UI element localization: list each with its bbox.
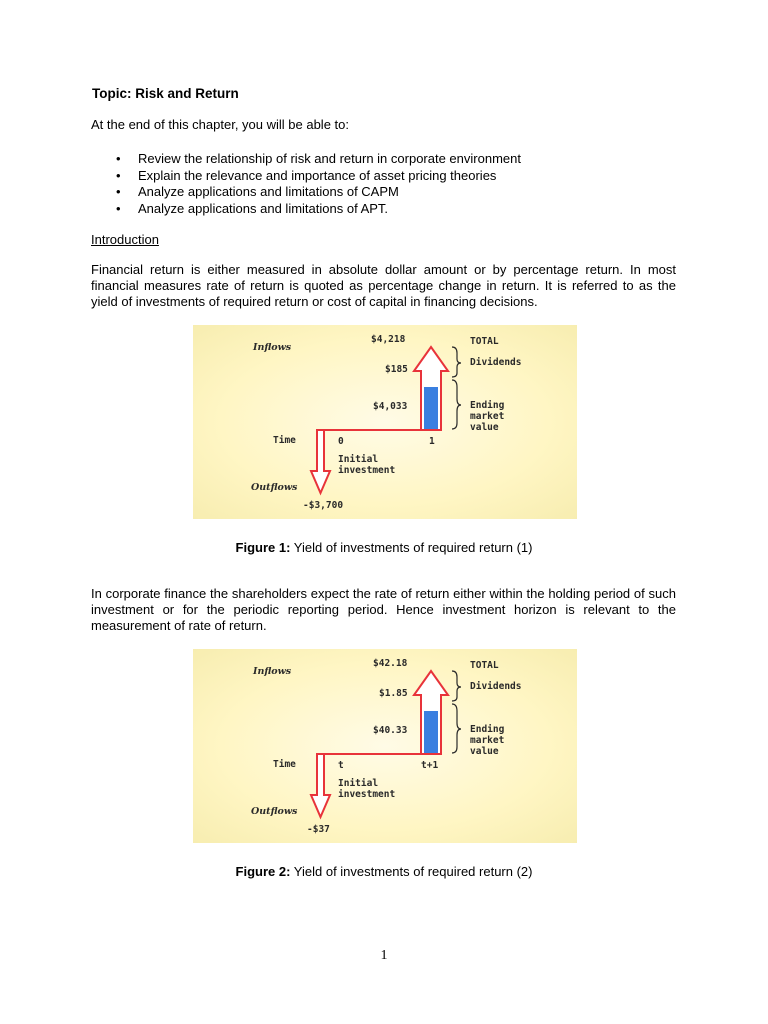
ending-value-bar: [424, 387, 438, 429]
page-title: Topic: Risk and Return: [92, 86, 239, 101]
outflow-value: -$3,700: [303, 500, 344, 511]
ending-brace: [452, 380, 461, 429]
total-value: $4,218: [371, 334, 406, 345]
intro-text: At the end of this chapter, you will be able to:: [91, 117, 349, 132]
figure-2-diagram: [193, 649, 577, 843]
dividend-label: Dividends: [470, 357, 522, 368]
cash-flow-diagram-1: [193, 325, 577, 519]
caption-text: Yield of investments of required return (2): [290, 864, 533, 879]
figure-1-diagram: [193, 325, 577, 519]
list-item: • Analyze applications and limitations of APT.: [116, 201, 521, 218]
dividend-label: Dividends: [470, 681, 522, 692]
ending-label-2: market: [470, 735, 505, 746]
objectives-list: [116, 151, 521, 217]
outflow-value: -$37: [307, 824, 330, 835]
inflows-label: Inflows: [253, 666, 292, 677]
outflow-arrow: [311, 430, 330, 493]
outflows-label: Outflows: [251, 482, 298, 493]
ending-value-bar: [424, 711, 438, 753]
initial-label-1: Initial: [338, 454, 379, 465]
dividend-value: $1.85: [379, 688, 408, 699]
dividends-brace: [452, 671, 461, 701]
caption-label: Figure 1:: [235, 540, 291, 555]
ending-value: $4,033: [373, 401, 408, 412]
time-start-label: t: [338, 760, 344, 771]
outflow-arrow: [311, 754, 330, 817]
total-label: TOTAL: [470, 336, 499, 347]
paragraph-corporate-finance: In corporate finance the shareholders expect the rate of return either within the holding period of such investment or for the periodic reporting period. Hence investment horizon is relevant to the measurement of rate of return.: [91, 586, 676, 633]
total-value: $42.18: [373, 658, 408, 669]
ending-label-1: Ending: [470, 724, 505, 735]
ending-label-2: market: [470, 411, 505, 422]
dividends-brace: [452, 347, 461, 377]
ending-label-3: value: [470, 422, 499, 433]
initial-label-2: investment: [338, 465, 396, 476]
time-end-label: 1: [429, 436, 435, 447]
list-item: • Analyze applications and limitations of CAPM: [116, 184, 521, 201]
time-end-label: t+1: [421, 760, 439, 771]
time-label: Time: [273, 759, 296, 770]
time-label: Time: [273, 435, 296, 446]
ending-brace: [452, 704, 461, 753]
figure-2-caption: [0, 864, 768, 879]
ending-value: $40.33: [373, 725, 408, 736]
total-label: TOTAL: [470, 660, 499, 671]
initial-label-2: investment: [338, 789, 396, 800]
ending-label-1: Ending: [470, 400, 505, 411]
time-start-label: 0: [338, 436, 344, 447]
list-item: • Explain the relevance and importance of asset pricing theories: [116, 168, 521, 185]
initial-label-1: Initial: [338, 778, 379, 789]
caption-text: Yield of investments of required return (1): [290, 540, 533, 555]
figure-1-caption: [0, 540, 768, 555]
outflows-label: Outflows: [251, 806, 298, 817]
section-heading-introduction: Introduction: [91, 232, 159, 247]
inflows-label: Inflows: [253, 342, 292, 353]
caption-label: Figure 2:: [235, 864, 291, 879]
paragraph-financial-return: Financial return is either measured in absolute dollar amount or by percentage return. In most financial measures rate of return is quoted as percentage change in return. It is referred to as the yield of investments of required return or cost of capital in financing decisions.: [91, 262, 676, 309]
list-item: • Review the relationship of risk and return in corporate environment: [116, 151, 521, 168]
ending-label-3: value: [470, 746, 499, 757]
dividend-value: $185: [385, 364, 408, 375]
page-number: 1: [380, 948, 388, 963]
cash-flow-diagram-2: [193, 649, 577, 843]
